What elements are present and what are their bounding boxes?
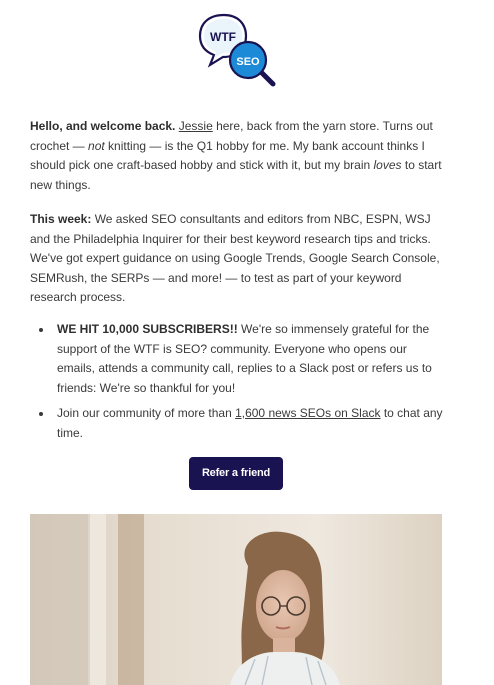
subscribers-text: We're so immensely grateful for the support of the WTF is SEO? community. Everyone who opens our emails, attends a community call, replies to a Slack post or refers us to friends: We're so thankful for you! [57,322,432,395]
intro-text-a: here, back from the yarn store. Turns out crochet — [30,119,433,153]
bullet-dot [39,412,43,416]
intro-paragraph [30,117,444,195]
list-item [30,320,444,398]
author-photo [30,514,442,685]
intro-emphasis-loves: loves [373,158,402,172]
community-text-after: to chat any time. [57,406,443,440]
intro-text-b: knitting — is the Q1 hobby for me. My bank account thinks I should pick one craft-based hobby and stick with it, but my brain [30,138,425,172]
bullet-dot [39,328,43,332]
subscribers-headline: WE HIT 10,000 SUBSCRIBERS!! [57,322,238,336]
community-text-before: Join our community of more than [57,406,236,420]
announcement-list [30,320,444,449]
logo-seo-text: SEO [236,56,260,68]
logo-wtf-text: WTF [210,30,236,44]
slack-link[interactable]: 1,600 news SEOs on Slack [235,406,381,420]
intro-emphasis-not: not [88,138,105,153]
author-link[interactable]: Jessie [178,119,213,133]
this-week-text: We asked SEO consultants and editors from NBC, ESPN, WSJ and the Philadelphia Inquirer for their best keyword research tips and tricks. We've got expert guidance on using Google Trends, Google Search Console, SEMRush, the SERPs — and more! — to test as part of your keyword research process. [30,212,440,304]
wtf-is-seo-logo [196,12,278,88]
intro-text-c: to start new things. [30,158,442,192]
greeting: Hello, and welcome back. [30,119,176,133]
list-item [30,404,444,443]
this-week-paragraph [30,210,444,308]
refer-a-friend-button[interactable]: Refer a friend [189,457,283,490]
this-week-label: This week: [30,212,92,226]
